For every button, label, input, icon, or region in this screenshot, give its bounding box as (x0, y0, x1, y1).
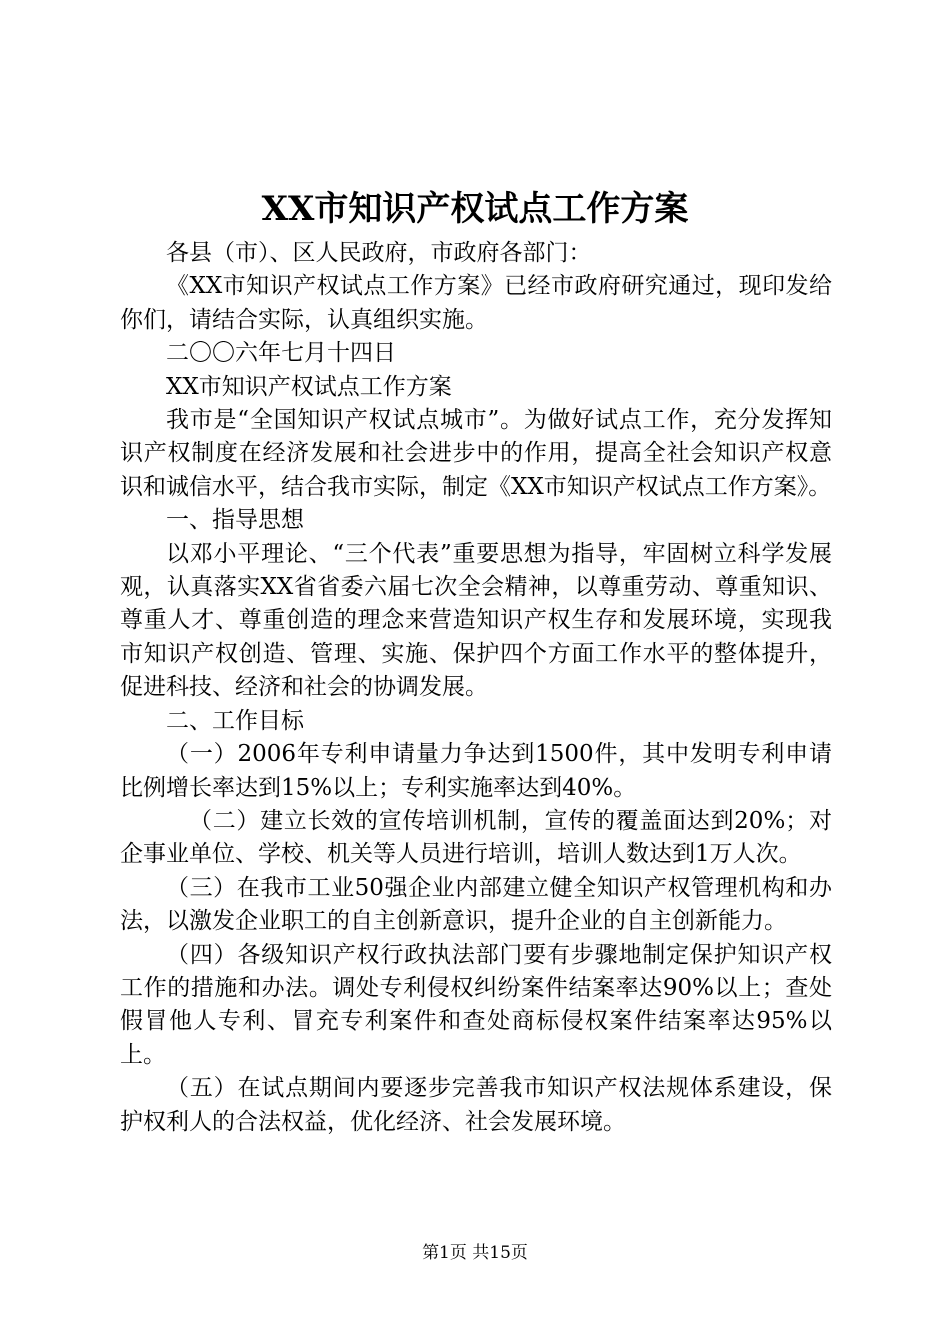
goal-item-2: （二）建立长效的宣传培训机制，宣传的覆盖面达到20%；对企事业单位、学校、机关等人员进行培训，培训人数达到1万人次。 (120, 807, 832, 868)
goal-item-1: （一）2006年专利申请量力争达到1500件，其中发明专利申请比例增长率达到15%以上；专利实施率达到40%。 (120, 741, 832, 801)
goal-item-4: （四）各级知识产权行政执法部门要有步骤地制定保护知识产权工作的措施和办法。调处专利侵权纠纷案件结案率达90%以上；查处假冒他人专利、冒充专利案件和查处商标侵权案件结案率达95%以上。 (120, 941, 832, 1068)
document-title: XX市知识产权试点工作方案 (261, 189, 689, 229)
section-heading-work-goals: 二、工作目标 (166, 707, 304, 734)
salutation: 各县（市）、区人民政府，市政府各部门： (166, 240, 592, 266)
guiding-ideology-paragraph: 以邓小平理论、“三个代表”重要思想为指导，牢固树立科学发展观，认真落实XX省省委六届七次全会精神，以尊重劳动、尊重知识、尊重人才、尊重创造的理念来营造知识产权生存和发展环境，实现我市知识产权创造、管理、实施、保护四个方面工作水平的整体提升，促进科技、经济和社会的协调发展。 (120, 540, 832, 701)
page-footer: 第1页 共15页 (422, 1243, 528, 1263)
plan-subtitle: XX市知识产权试点工作方案 (166, 373, 452, 400)
intro-paragraph: 我市是“全国知识产权试点城市”。为做好试点工作，充分发挥知识产权制度在经济发展和社会进步中的作用，提高全社会知识产权意识和诚信水平，结合我市实际，制定《XX市知识产权试点工作方案》。 (120, 407, 832, 500)
document-body (120, 237, 832, 1139)
section-heading-guiding-ideology: 一、指导思想 (166, 507, 304, 534)
goal-item-5: （五）在试点期间内要逐步完善我市知识产权法规体系建设，保护权利人的合法权益，优化经济、社会发展环境。 (120, 1075, 832, 1135)
goal-item-3: （三）在我市工业50强企业内部建立健全知识产权管理机构和办法，以激发企业职工的自主创新意识，提升企业的自主创新能力。 (120, 874, 832, 935)
notice-paragraph: 《XX市知识产权试点工作方案》已经市政府研究通过，现印发给你们，请结合实际，认真组织实施。 (120, 273, 832, 333)
issue-date: 二〇〇六年七月十四日 (166, 340, 396, 367)
